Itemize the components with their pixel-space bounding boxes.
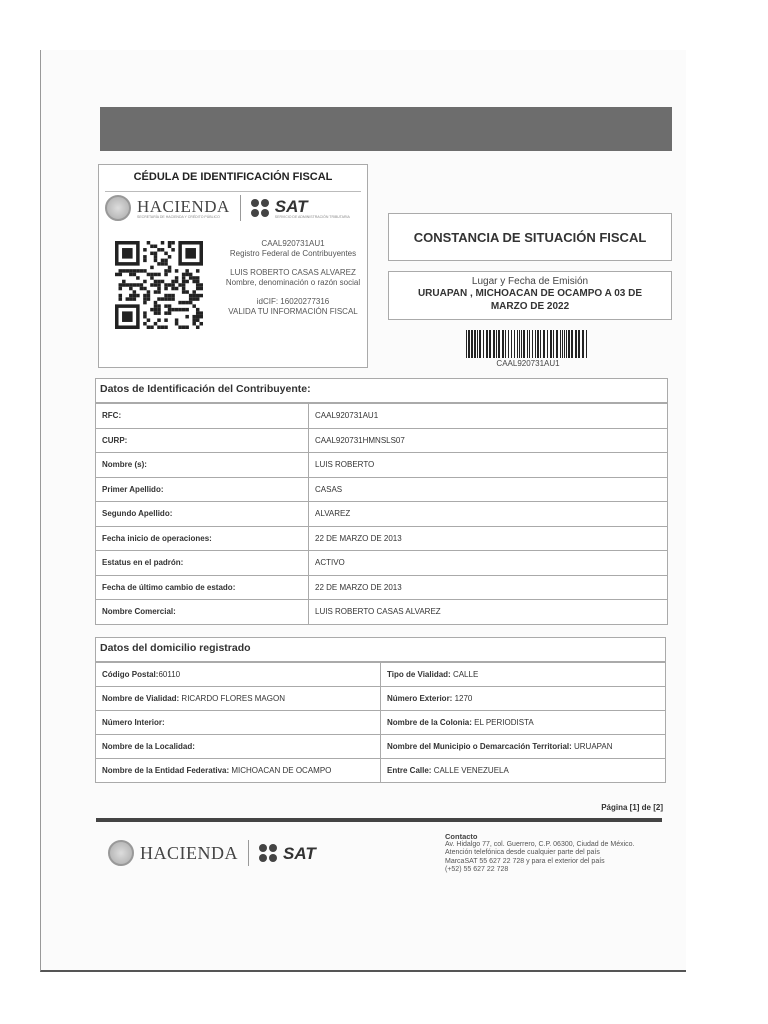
address-cell bbox=[96, 663, 381, 687]
lugar-fecha-box bbox=[388, 271, 672, 320]
table-row bbox=[96, 759, 665, 783]
row-label: Primer Apellido: bbox=[96, 477, 309, 502]
ident-section bbox=[95, 378, 668, 625]
table-row bbox=[96, 477, 667, 502]
cedula-title: CÉDULA DE IDENTIFICACIÓN FISCAL bbox=[133, 171, 333, 183]
field-label: Número Exterior: bbox=[387, 694, 453, 703]
sat-dots-icon bbox=[259, 844, 277, 862]
divider bbox=[105, 191, 361, 192]
cedula-card bbox=[98, 164, 368, 368]
field-value: CALLE bbox=[450, 670, 479, 679]
table-row bbox=[96, 428, 667, 453]
logo-divider bbox=[248, 840, 249, 866]
address-cell bbox=[381, 663, 666, 687]
table-row bbox=[96, 526, 667, 551]
row-value: LUIS ROBERTO CASAS ALVAREZ bbox=[309, 600, 668, 624]
lugar-line2: MARZO DE 2022 bbox=[490, 301, 570, 312]
barcode bbox=[466, 330, 590, 358]
contacto-title: Contacto bbox=[445, 832, 478, 841]
sat-dots-icon bbox=[251, 199, 269, 217]
cedula-rfc-label: Registro Federal de Contribuyentes bbox=[229, 249, 357, 258]
field-label: Nombre de la Colonia: bbox=[387, 718, 472, 727]
row-value: CASAS bbox=[309, 477, 668, 502]
address-cell bbox=[96, 759, 381, 783]
seal-icon bbox=[105, 195, 131, 221]
logo-divider bbox=[240, 195, 241, 221]
barcode-text: CAAL920731AU1 bbox=[496, 359, 560, 368]
table-row bbox=[96, 663, 665, 687]
footer-logos bbox=[108, 840, 316, 866]
table-row bbox=[96, 453, 667, 478]
field-label: Código Postal: bbox=[102, 670, 159, 679]
table-row bbox=[96, 600, 667, 624]
cedula-logos bbox=[105, 195, 350, 221]
sat-logo bbox=[275, 198, 350, 219]
sat-subtitle: SERVICIO DE ADMINISTRACIÓN TRIBUTARIA bbox=[274, 214, 350, 219]
footer-bar bbox=[96, 818, 662, 822]
domicilio-table bbox=[96, 662, 665, 782]
cedula-name-label: Nombre, denominación o razón social bbox=[225, 278, 361, 287]
row-label: CURP: bbox=[96, 428, 309, 453]
contacto-line: Av. Hidalgo 77, col. Guerrero, C.P. 06300, Ciudad de México. bbox=[445, 841, 635, 848]
table-row bbox=[96, 711, 665, 735]
table-row bbox=[96, 687, 665, 711]
header-bar bbox=[100, 107, 672, 151]
cedula-rfc: CAAL920731AU1 bbox=[261, 239, 325, 248]
field-value: EL PERIODISTA bbox=[471, 718, 534, 727]
table-row bbox=[96, 735, 665, 759]
footer-hacienda-wordmark: HACIENDA bbox=[140, 843, 238, 863]
ident-title: Datos de Identificación del Contribuyente: bbox=[96, 379, 667, 403]
address-cell bbox=[381, 711, 666, 735]
address-cell bbox=[96, 711, 381, 735]
cedula-valida: VALIDA TU INFORMACIÓN FISCAL bbox=[228, 307, 358, 316]
field-label: Entre Calle: bbox=[387, 766, 432, 775]
field-value: URUAPAN bbox=[571, 742, 613, 751]
field-label: Tipo de Vialidad: bbox=[387, 670, 451, 679]
row-value: ALVAREZ bbox=[309, 502, 668, 527]
row-value: 22 DE MARZO DE 2013 bbox=[309, 575, 668, 600]
field-value: CALLE VENEZUELA bbox=[431, 766, 509, 775]
field-value: MICHOACAN DE OCAMPO bbox=[229, 766, 332, 775]
row-label: RFC: bbox=[96, 404, 309, 429]
row-value: 22 DE MARZO DE 2013 bbox=[309, 526, 668, 551]
contacto bbox=[445, 832, 660, 875]
row-value: CAAL920731AU1 bbox=[309, 404, 668, 429]
table-row bbox=[96, 404, 667, 429]
contacto-line: Atención telefónica desde cualquier parte del país bbox=[445, 849, 600, 857]
table-row bbox=[96, 551, 667, 576]
sat-wordmark: SAT bbox=[274, 196, 308, 216]
address-cell bbox=[381, 759, 666, 783]
table-row bbox=[96, 575, 667, 600]
row-label: Nombre (s): bbox=[96, 453, 309, 478]
address-cell bbox=[96, 735, 381, 759]
hacienda-subtitle: SECRETARÍA DE HACIENDA Y CRÉDITO PÚBLICO bbox=[137, 214, 220, 219]
row-label: Segundo Apellido: bbox=[96, 502, 309, 527]
cedula-info bbox=[223, 239, 363, 326]
lugar-line1: URUAPAN , MICHOACAN DE OCAMPO A 03 DE bbox=[417, 288, 643, 299]
footer-sat-wordmark: SAT bbox=[283, 843, 316, 863]
ident-table bbox=[96, 403, 667, 624]
field-value: RICARDO FLORES MAGON bbox=[179, 694, 285, 703]
row-label: Estatus en el padrón: bbox=[96, 551, 309, 576]
row-value: ACTIVO bbox=[309, 551, 668, 576]
address-cell bbox=[96, 687, 381, 711]
field-label: Nombre de la Entidad Federativa: bbox=[102, 766, 230, 775]
constancia-title: CONSTANCIA DE SITUACIÓN FISCAL bbox=[388, 213, 672, 261]
row-label: Nombre Comercial: bbox=[96, 600, 309, 624]
row-value: CAAL920731HMNSLS07 bbox=[309, 428, 668, 453]
table-row bbox=[96, 502, 667, 527]
row-value: LUIS ROBERTO bbox=[309, 453, 668, 478]
contacto-line: MarcaSAT 55 627 22 728 y para el exterior del país bbox=[445, 857, 605, 865]
contacto-line: (+52) 55 627 22 728 bbox=[445, 866, 509, 874]
cedula-idcif: idCIF: 16020277316 bbox=[256, 297, 330, 306]
page-number: Página [1] de [2] bbox=[601, 803, 663, 812]
field-value: 1270 bbox=[452, 694, 473, 703]
domicilio-section bbox=[95, 637, 666, 783]
field-label: Nombre del Municipio o Demarcación Territorial: bbox=[387, 742, 572, 751]
cedula-name: LUIS ROBERTO CASAS ALVAREZ bbox=[230, 268, 356, 277]
qr-code bbox=[115, 241, 203, 329]
row-label: Fecha de último cambio de estado: bbox=[96, 575, 309, 600]
field-value: 60110 bbox=[158, 670, 181, 679]
domicilio-title: Datos del domicilio registrado bbox=[96, 638, 665, 662]
address-cell bbox=[381, 687, 666, 711]
lugar-label: Lugar y Fecha de Emisión bbox=[471, 276, 589, 287]
address-cell bbox=[381, 735, 666, 759]
row-label: Fecha inicio de operaciones: bbox=[96, 526, 309, 551]
hacienda-wordmark: HACIENDA bbox=[137, 196, 230, 216]
field-label: Nombre de Vialidad: bbox=[102, 694, 180, 703]
hacienda-logo bbox=[137, 198, 230, 219]
field-label: Número Interior: bbox=[102, 718, 165, 727]
field-label: Nombre de la Localidad: bbox=[102, 742, 195, 751]
seal-icon bbox=[108, 840, 134, 866]
